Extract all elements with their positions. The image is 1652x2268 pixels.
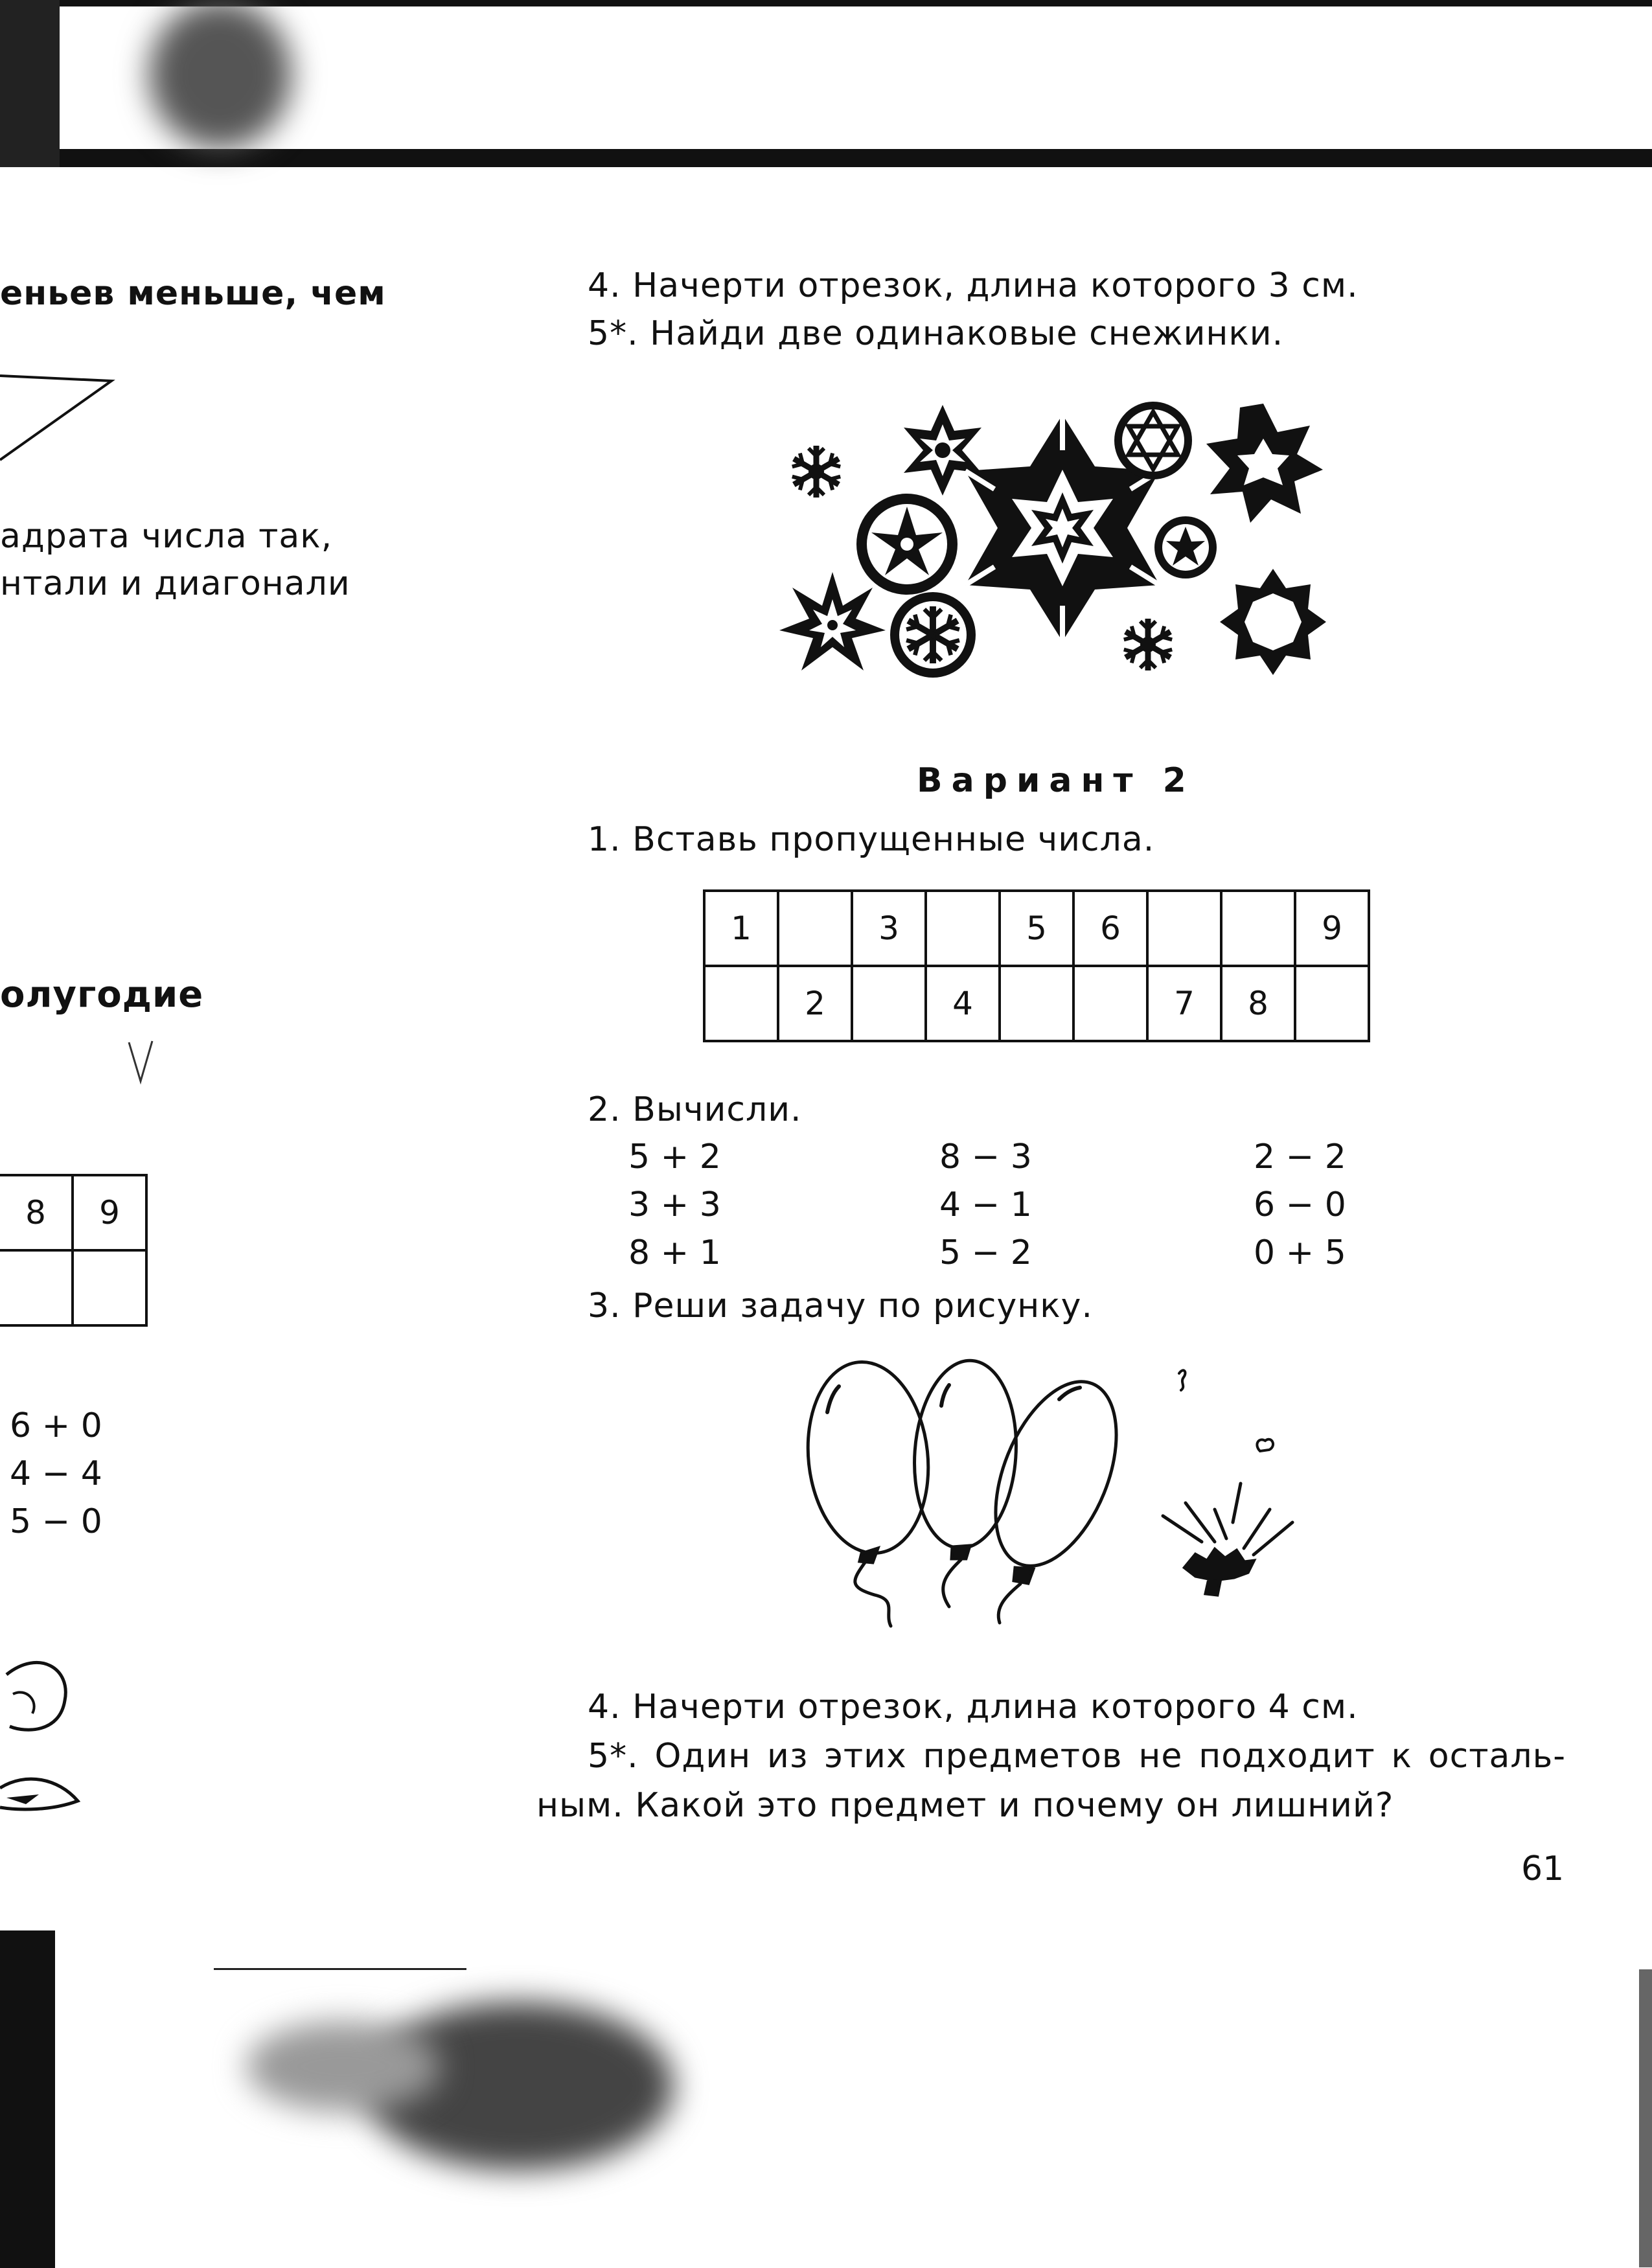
left-heading: олугодие [0,974,204,1016]
scan-top-border [58,149,1652,167]
left-expression: 5 − 0 [10,1502,102,1541]
scan-smudge [149,0,292,149]
grid-cell [1295,966,1369,1041]
left-text-line: еньев меньше, чем [0,274,386,313]
variant-heading: Вариант 2 [917,761,1195,800]
expression: 5 + 2 [628,1138,721,1176]
expression: 3 + 3 [628,1186,721,1224]
missing-numbers-grid [703,889,1370,1042]
balloon-icon [908,1357,1022,1607]
task-5-v2-line1: 5*. Один из этих предметов не подходит к осталь- [588,1737,1566,1776]
snowflake-icon [1154,516,1217,578]
snowflake-icon [1206,404,1323,523]
expression: 2 − 2 [1254,1138,1346,1176]
expression: 4 − 1 [939,1186,1032,1224]
tick-mark [126,1040,155,1085]
scan-right-edge [1639,1969,1652,2267]
grid-cell [704,966,778,1041]
page-number: 61 [1521,1850,1565,1888]
snowflake-icon [1121,619,1174,670]
task-5-v1: 5*. Найди две одинаковые снежинки. [588,314,1284,353]
snowflake-icon [790,446,842,498]
snowflake-icon [904,405,981,496]
scan-left-edge [0,1930,55,2268]
left-expression: 6 + 0 [10,1406,102,1445]
grid-cell [1221,891,1295,966]
left-text-line: нтали и диагонали [0,564,350,603]
grid-cell [73,1250,146,1325]
expression: 0 + 5 [1254,1233,1346,1272]
grid-cell: 4 [926,966,1000,1041]
grid-cell: 8 [0,1175,73,1250]
grid-cell [0,1250,73,1325]
expression: 8 + 1 [628,1233,721,1272]
grid-cell: 3 [852,891,926,966]
grid-cell [1147,891,1221,966]
scan-smudge [246,2021,441,2112]
snowflake-icon [1220,569,1326,675]
grid-cell: 2 [778,966,852,1041]
grid-cell [778,891,852,966]
table-row [0,1175,146,1250]
snowflake-icon [890,592,976,678]
scan-corner-shadow [0,0,60,167]
expression: 6 − 0 [1254,1186,1346,1224]
balloons-illustration [787,1354,1318,1639]
grid-cell: 7 [1147,966,1221,1041]
popped-balloon-icon [1163,1370,1292,1595]
balloon-icon [972,1364,1141,1623]
snowflake-icon [856,494,958,595]
left-number-grid [0,1174,148,1327]
expression: 5 − 2 [939,1233,1032,1272]
task-1: 1. Вставь пропущенные числа. [588,820,1155,859]
left-text-line: адрата числа так, [0,517,333,556]
grid-cell: 9 [73,1175,146,1250]
grid-cell: 8 [1221,966,1295,1041]
grid-cell [1000,966,1073,1041]
snowflake-icon [779,572,886,670]
table-row [0,1250,146,1325]
task-2: 2. Вычисли. [588,1090,802,1129]
left-triangle-figure [0,369,123,466]
table-row [704,891,1369,966]
grid-cell: 5 [1000,891,1073,966]
grid-cell: 6 [1073,891,1147,966]
grid-cell: 1 [704,891,778,966]
grid-cell: 9 [1295,891,1369,966]
task-5-v2-line2: ным. Какой это предмет и почему он лишний? [536,1786,1394,1825]
scan-line [214,1968,466,1970]
task-4-v2: 4. Начерти отрезок, длина которого 4 см. [588,1688,1359,1726]
snowflakes-illustration [771,389,1335,693]
grid-cell [926,891,1000,966]
snowflake-icon [1114,402,1192,479]
left-expression: 4 − 4 [10,1454,102,1493]
task-4-v1: 4. Начерти отрезок, длина которого 3 см. [588,266,1359,305]
left-partial-drawing [0,1649,87,1830]
expression: 8 − 3 [939,1138,1032,1176]
task-3: 3. Реши задачу по рисунку. [588,1287,1093,1325]
grid-cell [1073,966,1147,1041]
grid-cell [852,966,926,1041]
table-row [704,966,1369,1041]
